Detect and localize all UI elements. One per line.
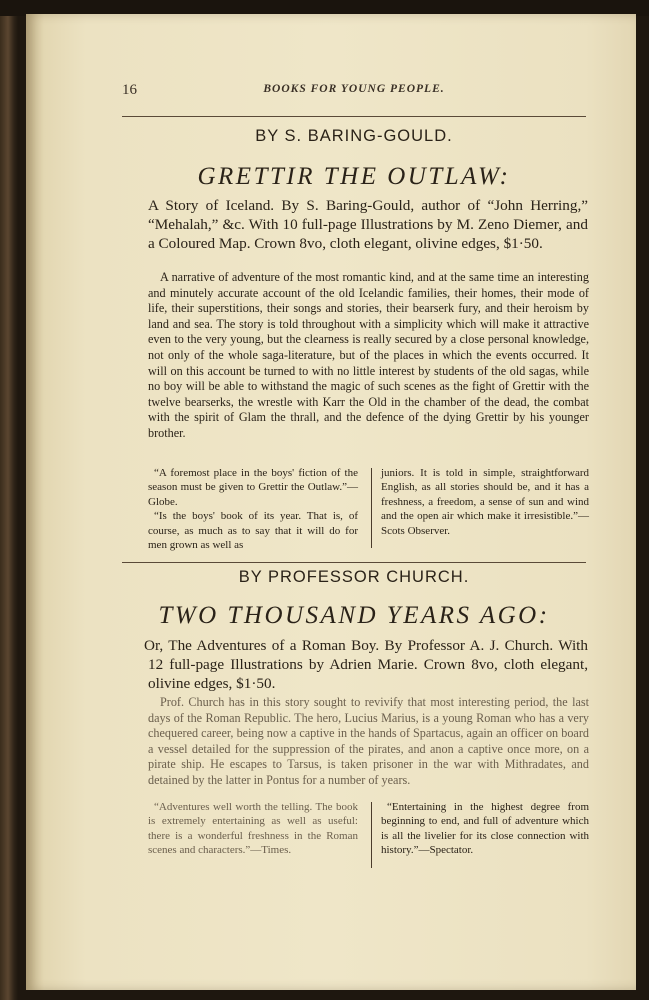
summary-text: Prof. Church has in this story sought to revivify that most interesting period, the last days of the Roman Republic. The hero, Lucius Marius, is a young Roman who has a very chequered career, being now a captive in the hands of Spartacus, again an officer on board a vessel detailed for the suppression of the pirates, and anon a captive once more, on a pirate ship. He escapes to Tarsus, is taken prisoner in the war with Mithradates, and detained by the latter in Pontus for a number of years. [148,695,589,787]
summary-text: A narrative of adventure of the most romantic kind, and at the same time an interesting and minutely accurate account of the old Icelandic families, their homes, their mode of life, their superstitions, their songs and stories, their bearserk fury, and their heroism by land and sea. The story is told throughout with a simplicity which will make it attractive even to the very young, but the clearness is really secured by a close personal knowledge, not only of the whole saga-literature, but of the places in which the events occurred. It will on this account be turned to with no little interest by students of the old sagas, while no boy will be able to withstand the magic of such scenes as the fight of Grettir with the twelve bearserks, the wrestle with Karr the Old in the chamber of the dead, the combat with the spirit of Glam the thrall, and the defence of the dying Grettir by his younger brother. [148,270,589,440]
book-summary-grettir [148,270,589,442]
book-description-two-thousand: Or, The Adventures of a Roman Boy. By Professor A. J. Church. With 12 full-page Illustrations by Adrien Marie. Crown 8vo, cloth elegant, olivine edges, $1·50. [144,637,588,692]
section-heading-baring-gould: BY S. BARING-GOULD. [255,127,453,145]
review-quote: “Is the boys' book of its year. That is, of course, as much as to say that it will do for men grown as well as [148,510,358,552]
review-quote: juniors. It is told in simple, straightforward English, as all stories should be, and it has a freshness, a freedom, a sense of sun and wind and the open air which make it irresistible.”—Scots Observer. [381,467,589,537]
review-column-right [381,800,589,858]
review-quote: “Entertaining in the highest degree from beginning to end, and full of adventure which is all the livelier for its close connection with history.”—Spectator. [381,801,589,857]
page-header [122,82,586,102]
column-divider [371,802,372,868]
review-quotes-two-thousand [148,800,589,870]
book-title-grettir: GRETTIR THE OUTLAW: [197,163,511,190]
review-column-left [148,466,358,552]
header-rule [122,116,586,117]
review-column-right [381,466,589,538]
book-description-grettir: A Story of Iceland. By S. Baring-Gould, author of “John Herring,” “Mehalah,” &c. With 10 full-page Illustrations by M. Zeno Diemer, and a Coloured Map. Crown 8vo, cloth elegant, olivine edges, $1·50. [148,197,588,252]
review-quote: “A foremost place in the boys' fiction of the season must be given to Grettir the Outlaw.”—Globe. [148,467,358,508]
running-head: BOOKS FOR YOUNG PEOPLE. [263,83,445,95]
book-summary-two-thousand [148,695,589,789]
page-number: 16 [122,82,137,98]
review-quote: “Adventures well worth the telling. The book is extremely entertaining as well as useful: there is a wonderful freshness in the Roman scenes and characters.”—Times. [148,801,358,857]
section-rule [122,562,586,563]
column-divider [371,468,372,548]
review-quotes-grettir [148,466,589,550]
book-title-two-thousand: TWO THOUSAND YEARS AGO: [158,602,550,629]
section-heading-church: BY PROFESSOR CHURCH. [238,568,470,586]
review-column-left [148,800,358,858]
